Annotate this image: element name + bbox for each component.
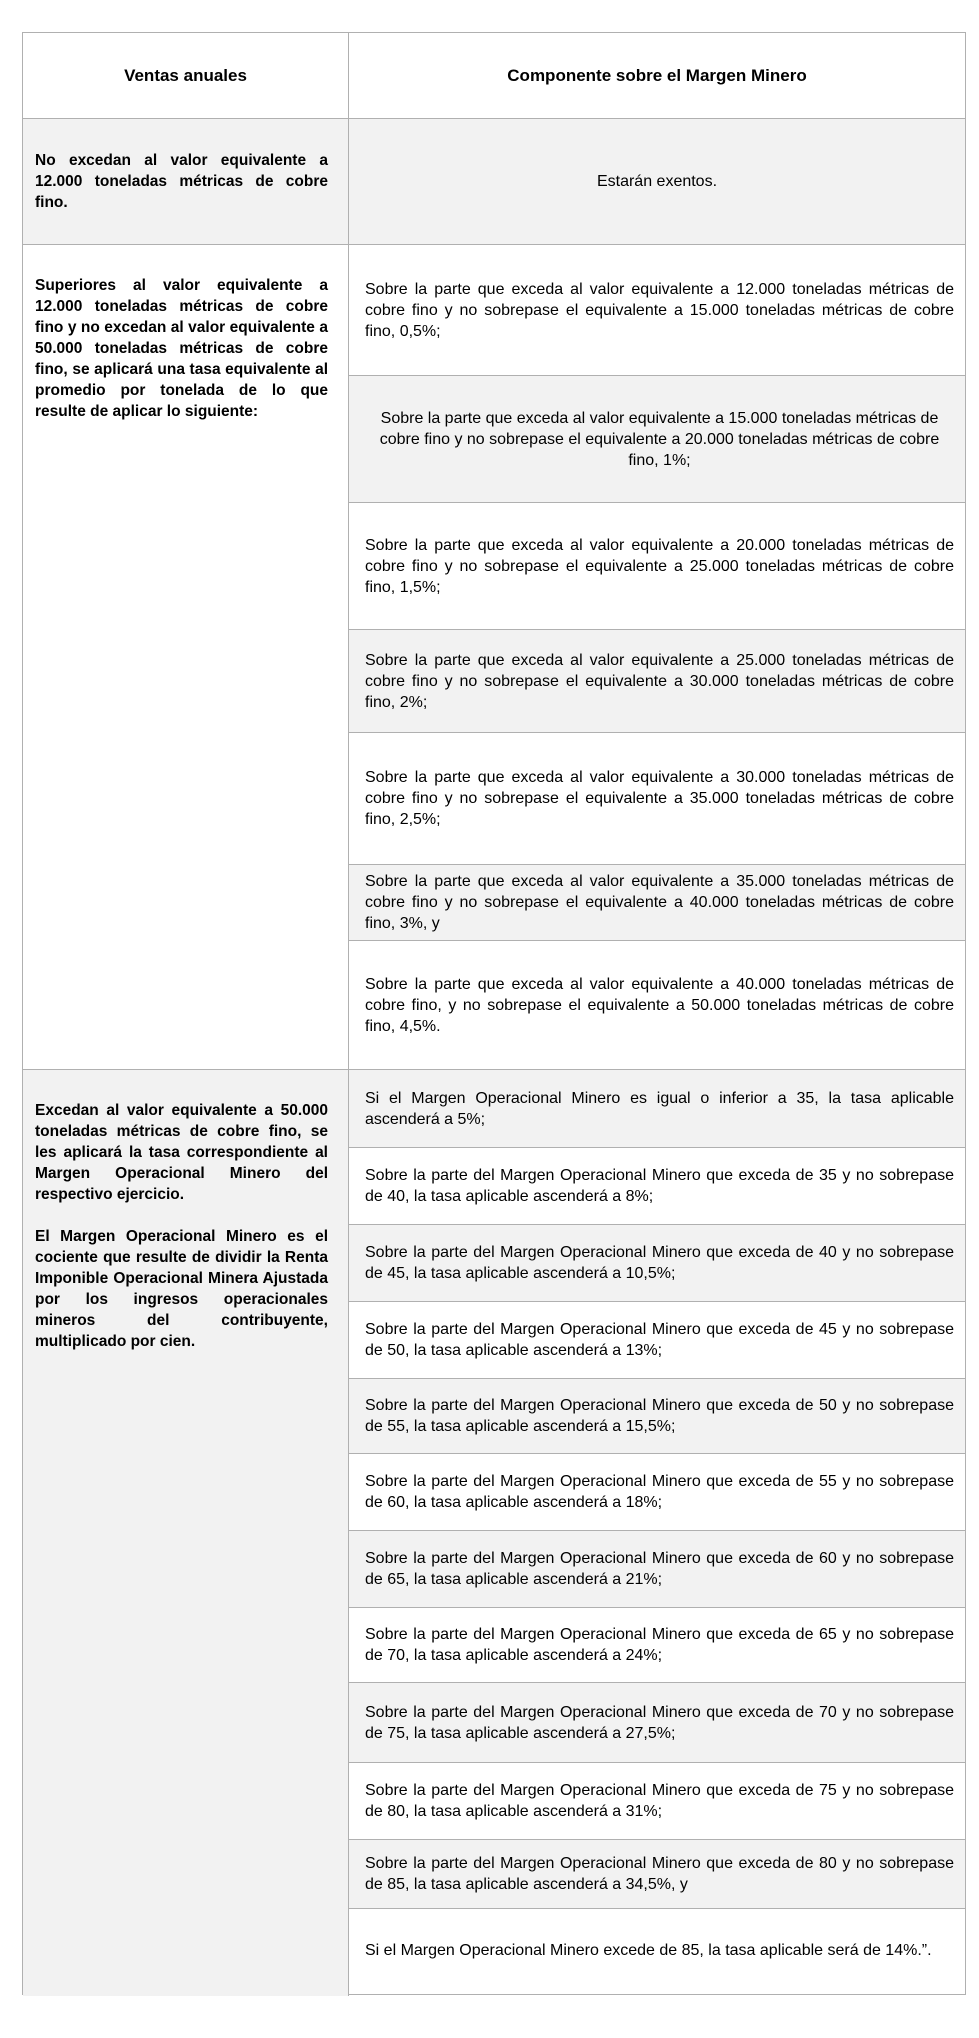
royalty-rates-table [22,32,966,1995]
table-row [349,1301,965,1378]
table-row [349,940,965,1070]
table-row [349,1908,965,1991]
table-row-text: Sobre la parte del Margen Operacional Minero que exceda de 75 y no sobrepase de 80, la tasa aplicable ascenderá a 31%; [365,1782,954,1820]
table-row [349,375,965,502]
table-header-row [23,33,965,118]
cell-ventas-margen-operacional [23,1070,348,1996]
table-row [349,1607,965,1682]
header-cell-componente-margen-minero [348,33,965,118]
table-row [349,1378,965,1453]
cell-text: No excedan al valor equivalente a 12.000 toneladas métricas de cobre fino. [35,152,328,211]
cell-text-paragraph-1: Excedan al valor equivalente a 50.000 toneladas métricas de cobre fino, se les aplicará la tasa correspondiente al Margen Operacional Minero del respectivo ejercicio. [35,1102,328,1203]
table-row-text: Sobre la parte del Margen Operacional Minero que exceda de 70 y no sobrepase de 75, la tasa aplicable ascenderá a 27,5%; [365,1703,954,1742]
cell-componente-exentos [348,119,965,244]
table-row [349,245,965,375]
cell-ventas-exentos [23,119,348,244]
row-margen-operacional [23,1069,965,1996]
table-row-text: Sobre la parte del Margen Operacional Minero que exceda de 80 y no sobrepase de 85, la tasa aplicable ascenderá a 34,5%, y [365,1855,954,1893]
table-row [349,1453,965,1530]
row-exentos [23,118,965,244]
table-row [349,629,965,732]
table-row [349,1147,965,1224]
header-label: Componente sobre el Margen Minero [507,66,807,85]
table-row [349,502,965,629]
header-label: Ventas anuales [124,66,247,85]
table-row-text: Sobre la parte del Margen Operacional Minero que exceda de 35 y no sobrepase de 40, la tasa aplicable ascenderá a 8%; [365,1167,954,1205]
table-row-text: Sobre la parte que exceda al valor equivalente a 35.000 toneladas métricas de cobre fino y no sobrepase el equivalente a 40.000 toneladas métricas de cobre fino, 3%, y [365,873,954,932]
tramos-margen-list [348,1070,965,1996]
table-row-text: Sobre la parte del Margen Operacional Minero que exceda de 50 y no sobrepase de 55, la tasa aplicable ascenderá a 15,5%; [365,1397,954,1435]
header-cell-ventas-anuales [23,33,348,118]
table-row [349,1839,965,1908]
table-row-text: Sobre la parte del Margen Operacional Minero que exceda de 40 y no sobrepase de 45, la tasa aplicable ascenderá a 10,5%; [365,1244,954,1282]
cell-text: Superiores al valor equivalente a 12.000 toneladas métricas de cobre fino y no excedan al valor equivalente a 50.000 toneladas métricas de cobre fino, se aplicará una tasa equivalente al promedio por tonelada de lo que resulte de aplicar lo siguiente: [35,277,328,420]
table-row-text: Sobre la parte que exceda al valor equivalente a 12.000 toneladas métricas de cobre fino y no sobrepase el equivalente a 15.000 toneladas métricas de cobre fino, 0,5%; [365,280,954,340]
table-row-text: Sobre la parte que exceda al valor equivalente a 40.000 toneladas métricas de cobre fino, y no sobrepase el equivalente a 50.000 toneladas métricas de cobre fino, 4,5%. [365,976,954,1035]
table-row [349,1530,965,1607]
table-row-text: Sobre la parte que exceda al valor equivalente a 30.000 toneladas métricas de cobre fino y no sobrepase el equivalente a 35.000 toneladas métricas de cobre fino, 2,5%; [365,769,954,828]
table-row-text: Sobre la parte del Margen Operacional Minero que exceda de 60 y no sobrepase de 65, la tasa aplicable ascenderá a 21%; [365,1550,954,1588]
table-row-text: Sobre la parte del Margen Operacional Minero que exceda de 65 y no sobrepase de 70, la tasa aplicable ascenderá a 24%; [365,1626,954,1664]
table-row-text: Sobre la parte del Margen Operacional Minero que exceda de 55 y no sobrepase de 60, la tasa aplicable ascenderá a 18%; [365,1473,954,1511]
table-row-text: Sobre la parte del Margen Operacional Minero que exceda de 45 y no sobrepase de 50, la tasa aplicable ascenderá a 13%; [365,1321,954,1359]
cell-text: Estarán exentos. [596,173,718,190]
tramos-toneladas-list [348,245,965,1070]
table-row-text: Si el Margen Operacional Minero excede de 85, la tasa aplicable será de 14%.”. [365,1941,932,1959]
table-row [349,1070,965,1147]
cell-ventas-tramos-toneladas [23,245,348,1070]
table-row-text: Sobre la parte que exceda al valor equivalente a 25.000 toneladas métricas de cobre fino y no sobrepase el equivalente a 30.000 toneladas métricas de cobre fino, 2%; [365,651,954,711]
table-row-text: Sobre la parte que exceda al valor equivalente a 20.000 toneladas métricas de cobre fino y no sobrepase el equivalente a 25.000 toneladas métricas de cobre fino, 1,5%; [365,536,954,596]
table-row [349,864,965,940]
table-row [349,732,965,864]
table-row [349,1762,965,1839]
table-row [349,1682,965,1762]
table-row-text: Sobre la parte que exceda al valor equivalente a 15.000 toneladas métricas de cobre fino y no sobrepase el equivalente a 20.000 toneladas métricas de cobre fino, 1%; [379,409,940,469]
table-row-text: Si el Margen Operacional Minero es igual o inferior a 35, la tasa aplicable ascenderá a 5%; [365,1089,954,1128]
cell-text-paragraph-2: El Margen Operacional Minero es el cociente que resulte de dividir la Renta Imponible Operacional Minera Ajustada por los ingresos operacionales mineros del contribuyente, multiplicado por cien. [35,1228,328,1350]
row-tramos-toneladas [23,244,965,1069]
table-row [349,1224,965,1301]
